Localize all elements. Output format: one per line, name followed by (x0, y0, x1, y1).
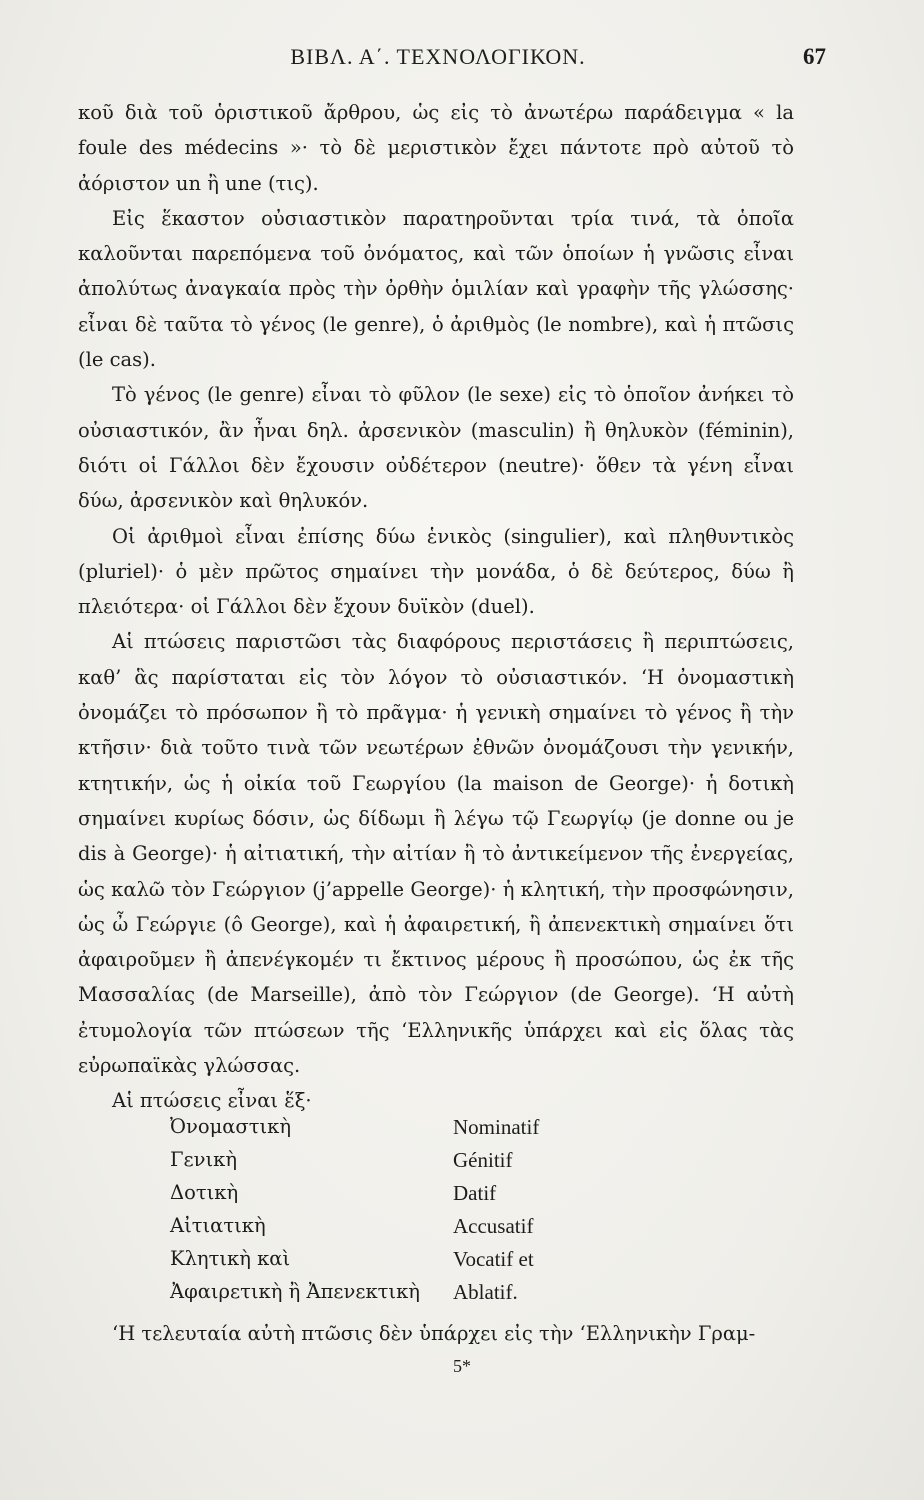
paragraph-six-cases: Αἱ πτώσεις εἶναι ἕξ· (112, 1089, 312, 1113)
case-greek: Ὀνομαστικὴ (170, 1115, 292, 1138)
case-french: Datif (453, 1181, 497, 1205)
paragraph-gender: Τὸ γένος (le genre) εἶναι τὸ φῦλον (le sexe) εἰς τὸ ὁποῖον ἀνήκει τὸ οὐσιαστικόν, ἂν ἦναι δηλ. ἀρσενικὸν (masculin) ἢ θηλυκὸν (féminin), διότι οἱ Γάλλοι δὲν ἔχουσιν οὐδέτερον (neutre)· ὅθεν τὰ γένη εἶναι δύω, ἀρσενικὸν καὶ θηλυκόν. (78, 383, 794, 513)
body-text (78, 95, 794, 1119)
page-header (78, 44, 826, 84)
case-row (170, 1181, 730, 1214)
paragraph-number: Οἱ ἀριθμοὶ εἶναι ἐπίσης δύω ἑνικὸς (singulier), καὶ πληθυντικὸς (pluriel)· ὁ μὲν πρῶτος σημαίνει τὴν μονάδα, ὁ δὲ δεύτερος, δύω ἢ πλειότερα· οἱ Γάλλοι δὲν ἔχουν δυϊκὸν (duel). (78, 524, 794, 619)
paragraph-continued: κοῦ διὰ τοῦ ὁριστικοῦ ἄρθρου, ὡς εἰς τὸ ἀνωτέρω παράδειγμα « la foule des médecins »· τὸ δὲ μεριστικὸν ἔχει πάντοτε πρὸ αὐτοῦ τὸ ἀόριστον un ἢ une (τις). (78, 101, 794, 195)
case-row (170, 1247, 730, 1280)
case-greek: Δοτικὴ (170, 1181, 239, 1204)
case-row (170, 1280, 730, 1313)
case-greek: Αἰτιατικὴ (170, 1214, 266, 1237)
paragraph-cases: Αἱ πτώσεις παριστῶσι τὰς διαφόρους περιστάσεις ἢ περιπτώσεις, καθ’ ἃς παρίσταται εἰς τὸν λόγον τὸ οὐσιαστικόν. ‘Η ὀνομαστικὴ ὀνομάζει τὸ πρόσωπον ἢ τὸ πρᾶγμα· ἡ γενικὴ σημαίνει τὸ γένος ἢ τὴν κτῆσιν· διὰ τοῦτο τινὰ τῶν νεωτέρων ἐθνῶν ὀνομάζουσι τὴν γενικήν, κτητικήν, ὡς ἡ οἰκία τοῦ Γεωργίου (la maison de George)· ἡ δοτικὴ σημαίνει κυρίως δόσιν, ὡς δίδωμι ἢ λέγω τῷ Γεωργίῳ (je donne ou je dis à George)· ἡ αἰτιατική, τὴν αἰτίαν ἢ τὸ ἀντικείμενον τῆς ἐνεργείας, ὡς καλῶ τὸν Γεώργιον (j’appelle George)· ἡ κλητική, τὴν προσφώνησιν, ὡς ὦ Γεώργιε (ô George), καὶ ἡ ἀφαιρετική, ἢ ἀπενεκτικὴ σημαίνει ὅτι ἀφαιροῦμεν ἢ ἀπενέγκομέν τι ἔκτινος μέρους ἢ προσώπου, ὡς ἐκ τῆς Μασσαλίας (de Marseille), ἀπὸ τὸν Γεώργιον (de George). ‘Η αὐτὴ ἐτυμολογία τῶν πτώσεων τῆς ‘Ελληνικῆς ὑπάρχει καὶ εἰς ὅλας τὰς εὐρωπαϊκὰς γλώσσας. (78, 630, 794, 1078)
page-number: 67 (803, 44, 826, 69)
paragraph-accidents: Εἰς ἕκαστον οὐσιαστικὸν παρατηροῦνται τρία τινά, τὰ ὁποῖα καλοῦνται παρεπόμενα τοῦ ὀνόματος, καὶ τῶν ὁποίων ἡ γνῶσις εἶναι ἀπολύτως ἀναγκαία πρὸς τὴν ὀρθὴν ὁμιλίαν καὶ γραφὴν τῆς γλώσσης· εἶναι δὲ ταῦτα τὸ γένος (le genre), ὁ ἀριθμὸς (le nombre), καὶ ἡ πτῶσις (le cas). (78, 206, 794, 372)
case-french: Accusatif (453, 1214, 534, 1238)
signature-mark: 5* (453, 1356, 471, 1376)
final-line (78, 1316, 794, 1351)
case-greek: Ἀφαιρετικὴ ἢ Ἀπενεκτικὴ (170, 1280, 420, 1303)
case-greek: Γενικὴ (170, 1148, 238, 1171)
case-row (170, 1214, 730, 1247)
case-greek: Κλητικὴ καὶ (170, 1247, 291, 1270)
case-french: Nominatif (453, 1115, 540, 1139)
case-french: Génitif (453, 1148, 513, 1172)
case-french: Vocatif et (453, 1247, 534, 1271)
case-french: Ablatif. (453, 1280, 518, 1304)
case-row (170, 1148, 730, 1181)
case-row (170, 1115, 730, 1148)
running-title: ΒΙΒΛ. Α΄. ΤΕΧΝΟΛΟΓΙΚΟΝ. (290, 44, 586, 69)
cases-table (170, 1115, 730, 1313)
last-paragraph: ‘Η τελευταία αὐτὴ πτῶσις δὲν ὑπάρχει εἰς τὴν ‘Ελληνικὴν Γραμ- (112, 1322, 756, 1345)
